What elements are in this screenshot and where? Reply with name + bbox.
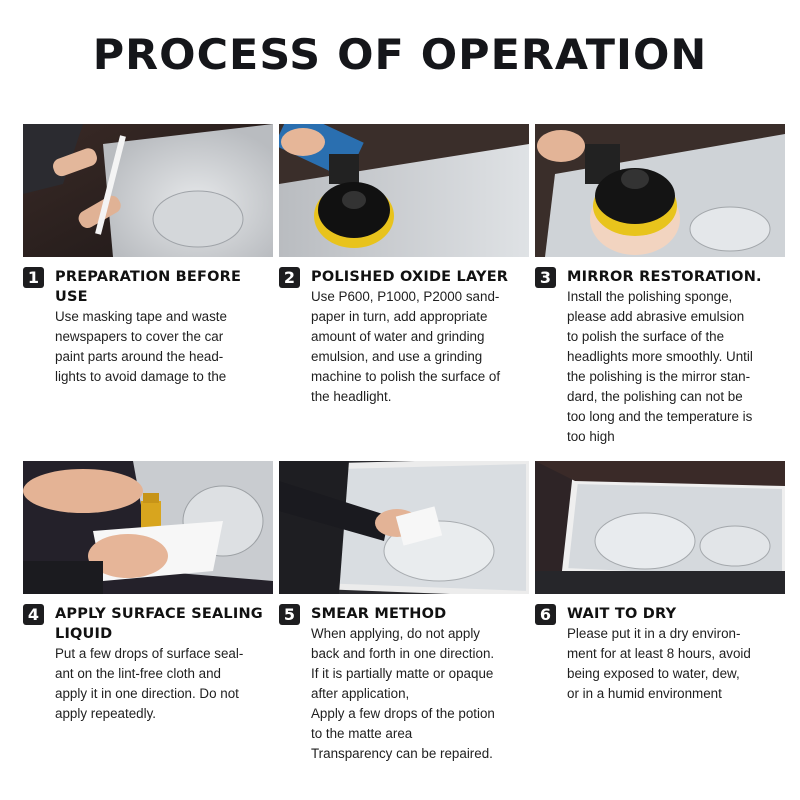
step-number-badge: 4 — [23, 604, 44, 625]
step-2 — [279, 124, 529, 407]
step-description: Use P600, P1000, P2000 sand- paper in turn, add appropriate amount of water and grinding emulsion, and use a grinding machine to polish the surface of the headlight. — [311, 289, 501, 404]
step-number-badge: 6 — [535, 604, 556, 625]
step-number-badge: 5 — [279, 604, 300, 625]
step-number-badge: 1 — [23, 267, 44, 288]
step-6-photo — [535, 461, 785, 594]
step-description: Use masking tape and waste newspapers to cover the car paint parts around the head- lights to avoid damage to the — [55, 309, 227, 384]
step-3-photo — [535, 124, 785, 257]
step-title: SMEAR METHOD — [311, 606, 447, 622]
step-3 — [535, 124, 785, 447]
step-title: WAIT TO DRY — [567, 606, 677, 622]
step-5 — [279, 461, 529, 764]
step-5-photo — [279, 461, 529, 594]
step-4 — [23, 461, 273, 724]
step-1 — [23, 124, 273, 387]
step-title: PREPARATION BEFORE USE — [55, 269, 242, 305]
step-number-badge: 2 — [279, 267, 300, 288]
step-title: APPLY SURFACE SEALING LIQUID — [55, 606, 263, 642]
step-description: Please put it in a dry environ- ment for at least 8 hours, avoid being exposed to water, dew, or in a humid environment — [567, 626, 751, 701]
page-title: PROCESS OF OPERATION — [92, 30, 708, 79]
step-number-badge: 3 — [535, 267, 556, 288]
step-description: Install the polishing sponge, please add abrasive emulsion to polish the surface of the headlights more smoothly. Until the polishing is the mirror stan- dard, the polishing can not be too long and the temperature is too high — [567, 289, 753, 444]
step-4-photo — [23, 461, 273, 594]
step-2-photo — [279, 124, 529, 257]
step-1-photo — [23, 124, 273, 257]
step-description: When applying, do not apply back and forth in one direction. If it is partially matte or opaque after application, Apply a few drops of the potion to the matte area Transparency can be repaired. — [311, 626, 495, 761]
step-description: Put a few drops of surface seal- ant on the lint-free cloth and apply it in one direction. Do not apply repeatedly. — [55, 646, 244, 721]
step-title: MIRROR RESTORATION. — [567, 269, 762, 285]
step-6 — [535, 461, 785, 704]
step-title: POLISHED OXIDE LAYER — [311, 269, 509, 285]
